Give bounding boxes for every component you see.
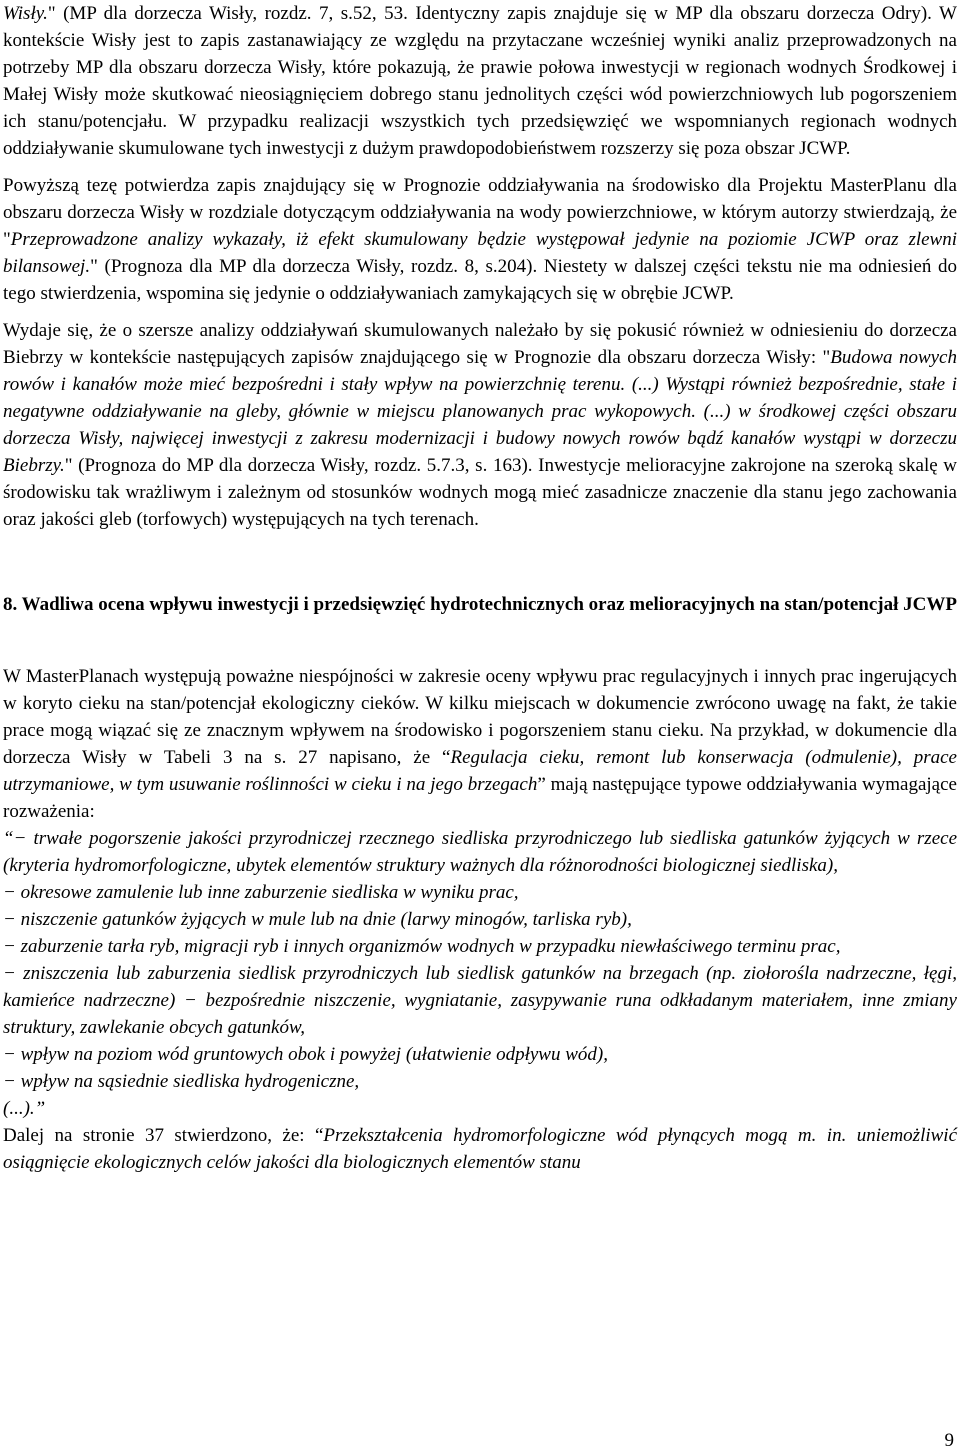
list-item: − zniszczenia lub zaburzenia siedlisk przyrodniczych lub siedlisk gatunków na brzegach (np. ziołorośla nadrzeczne, łęgi, kamieńce nadrzeczne) − bezpośrednie niszczenie, wygniatanie, zasypywanie runa odkładanym materiałem, inne zmiany struktury, zawlekanie obcych gatunków, <box>3 963 957 1038</box>
paragraph-text: ” mają następujące typowe oddziaływania wymagające rozważenia: <box>3 774 957 822</box>
list-item: − okresowe zamulenie lub inne zaburzenie siedliska w wyniku prac, <box>3 882 519 903</box>
list-item: (...).” <box>3 1098 46 1119</box>
paragraph-text: Wydaje się, że o szersze analizy oddziaływań skumulowanych należało by się pokusić również w odniesieniu do dorzecza Biebrzy w kontekście następujących zapisów znajdującego się w Prognozie dla obszaru dorzecza Wisły: " <box>3 320 957 368</box>
section-heading: 8. Wadliwa ocena wpływu inwestycji i przedsięwzięć hydrotechnicznych oraz melioracyjnych na stan/potencjał JCWP <box>3 594 957 615</box>
paragraph-text: " (Prognoza do MP dla dorzecza Wisły, rozdz. 5.7.3, s. 163). Inwestycje melioracyjne zakrojone na szeroką skalę w środowisku tak wrażliwym i zależnym od stosunków wodnych mogą mieć zasadnicze znaczenie dla stanu jego zachowania oraz jakości gleb (torfowych) występujących na tych terenach. <box>3 455 957 530</box>
paragraph-1 <box>3 0 957 162</box>
italic-quote: Regulacja cieku, remont lub konserwacja (odmulenie), prace utrzymaniowe, w tym usuwanie roślinności w cieku i na jego brzegach <box>3 747 957 795</box>
paragraph-text: " (Prognoza dla MP dla dorzecza Wisły, rozdz. 8, s.204). Niestety w dalszej części tekstu nie ma odniesień do tego stwierdzenia, wspomina się jedynie o oddziaływaniach zamykających się w obrębie JCWP. <box>3 256 957 304</box>
paragraph-text: W MasterPlanach występują poważne niespójności w zakresie oceny wpływu prac regulacyjnych i innych prac ingerujących w koryto cieku na stan/potencjał ekologiczny cieków. W kilku miejscach w dokumencie zwrócono uwagę na fakt, że takie prace mogą wiązać się ze znacznym wpływem na środowisko i pogorszeniem stanu cieku. Na przykład, w dokumencie dla dorzecza Wisły w Tabeli 3 na s. 27 napisano, że “ <box>3 666 957 768</box>
paragraph-text: " (MP dla dorzecza Wisły, rozdz. 7, s.52, 53. Identyczny zapis znajduje się w MP dla obszaru dorzecza Odry). W kontekście Wisły jest to zapis zastanawiający ze względu na przytaczane wcześniej wyniki analiz przeprowadzonych na potrzeby MP dla obszaru dorzecza Wisły, które pokazują, że prawie połowa inwestycji w regionach wodnych Środkowej i Małej Wisły może skutkować nieosiągnięciem dobrego stanu jednolitych części wód powierzchniowych lub pogorszeniem ich stanu/potencjału. W przypadku realizacji wszystkich tych przedsięwzięć we wspomnianych regionach wodnych oddziaływanie skumulowane tych inwestycji z dużym prawdopodobieństwem rozszerzy się poza obszar JCWP. <box>3 3 957 159</box>
list-item: − wpływ na poziom wód gruntowych obok i powyżej (ułatwienie odpływu wód), <box>3 1044 608 1065</box>
list-item: − wpływ na sąsiednie siedliska hydrogeniczne, <box>3 1071 360 1092</box>
paragraph-text: Dalej na stronie 37 stwierdzono, że: “ <box>3 1125 324 1146</box>
list-item: − niszczenie gatunków żyjących w mule lub na dnie (larwy minogów, tarliska ryb), <box>3 909 632 930</box>
list-item: − zaburzenie tarła ryb, migracji ryb i innych organizmów wodnych w przypadku niewłaściwego terminu prac, <box>3 936 841 957</box>
italic-quote: Wisły. <box>3 3 48 24</box>
bullet-list <box>3 825 957 1122</box>
italic-quote: Przekształcenia hydromorfologiczne wód płynących mogą m. in. uniemożliwić osiągnięcie ekologicznych celów jakości dla biologicznych elementów stanu <box>3 1125 958 1173</box>
list-item: “− trwałe pogorszenie jakości przyrodniczej rzecznego siedliska przyrodniczego lub siedliska gatunków żyjących w rzece (kryteria hydromorfologiczne, ubytek elementów struktury ważnych dla różnorodności biologicznej siedliska), <box>3 828 957 876</box>
paragraph-3 <box>3 317 957 533</box>
italic-quote: Przeprowadzone analizy wykazały, iż efekt skumulowany będzie występował jedynie na poziomie JCWP oraz zlewni bilansowej. <box>3 229 957 277</box>
paragraph-2 <box>3 172 957 307</box>
page-number: 9 <box>944 1430 954 1451</box>
section-heading-wrap <box>3 591 957 618</box>
paragraph-5 <box>3 1122 957 1176</box>
paragraph-text: Powyższą tezę potwierdza zapis znajdujący się w Prognozie oddziaływania na środowisko dla Projektu MasterPlanu dla obszaru dorzecza Wisły w rozdziale dotyczącym oddziaływania na wody powierzchniowe, w którym autorzy stwierdzają, że " <box>3 175 957 250</box>
paragraph-4 <box>3 663 957 825</box>
italic-quote: Budowa nowych rowów i kanałów może mieć bezpośredni i stały wpływ na powierzchnię terenu. (...) Wystąpi również bezpośrednie, stałe i negatywne oddziaływanie na gleby, głównie w miejscu planowanych prac wykopowych. (...) w środkowej części obszaru dorzecza Wisły, najwięcej inwestycji z zakresu modernizacji i budowy nowych rowów bądź kanałów wystąpi w dorzeczu Biebrzy. <box>3 347 957 476</box>
